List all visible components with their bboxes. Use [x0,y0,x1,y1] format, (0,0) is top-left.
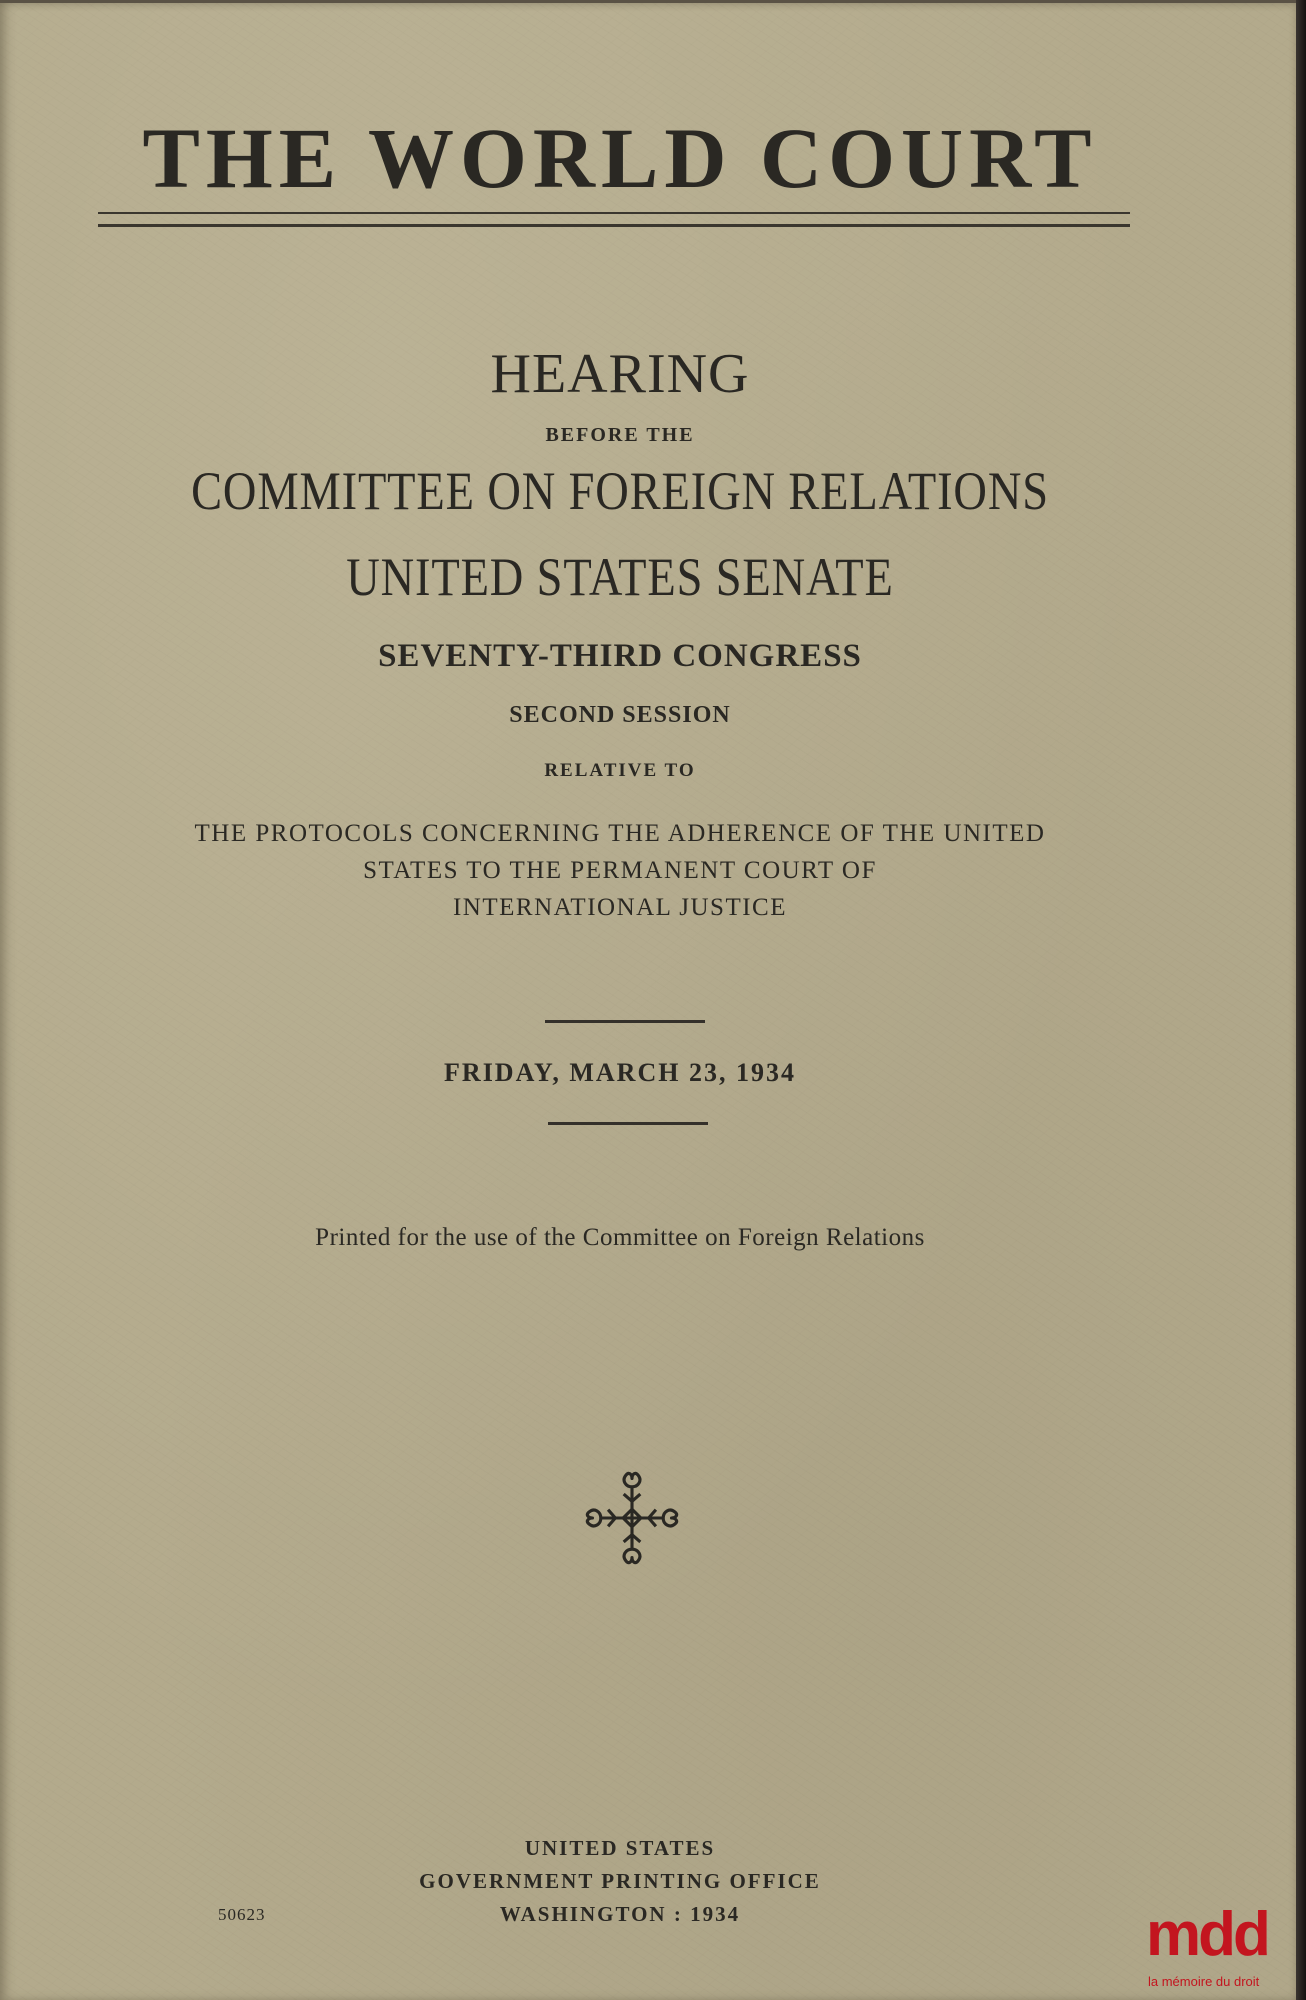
hearing-heading: HEARING [490,343,750,405]
congress-label: SEVENTY-THIRD CONGRESS [378,638,862,674]
publisher-line: GOVERNMENT PRINTING OFFICE [419,1869,821,1893]
session-label: SECOND SESSION [509,702,731,728]
committee-name: COMMITTEE ON FOREIGN RELATIONS [191,461,1049,521]
watermark-logo-text: mdd [1146,1900,1268,1969]
before-the-label: BEFORE THE [545,424,695,446]
title-double-rule [98,212,1130,227]
publisher-line: UNITED STATES [524,1836,716,1860]
job-number: 50623 [218,1905,266,1924]
date-rule-top [545,1020,705,1023]
book-spine-edge [1296,0,1306,2000]
subject-block [0,815,1240,926]
page-top-edge [0,0,1296,3]
watermark-tagline: la mémoire du droit [1148,1974,1260,1989]
printers-flower-ornament-icon [580,1466,684,1570]
hearing-date: FRIDAY, MARCH 23, 1934 [444,1058,796,1087]
relative-to-label: RELATIVE TO [544,760,696,781]
mdd-watermark-logo [1144,1900,1306,2000]
publisher-line: WASHINGTON : 1934 [499,1902,741,1926]
document-title: THE WORLD COURT [142,110,1098,206]
subject-line: INTERNATIONAL JUSTICE [452,894,787,921]
subject-line: STATES TO THE PERMANENT COURT OF [363,857,877,884]
senate-name: UNITED STATES SENATE [346,547,894,607]
date-rule-bottom [548,1122,708,1125]
publisher-block [0,1832,1240,1931]
subject-line: THE PROTOCOLS CONCERNING THE ADHERENCE OF THE UNITED [194,820,1046,847]
printed-for-note: Printed for the use of the Committee on Foreign Relations [315,1224,925,1251]
